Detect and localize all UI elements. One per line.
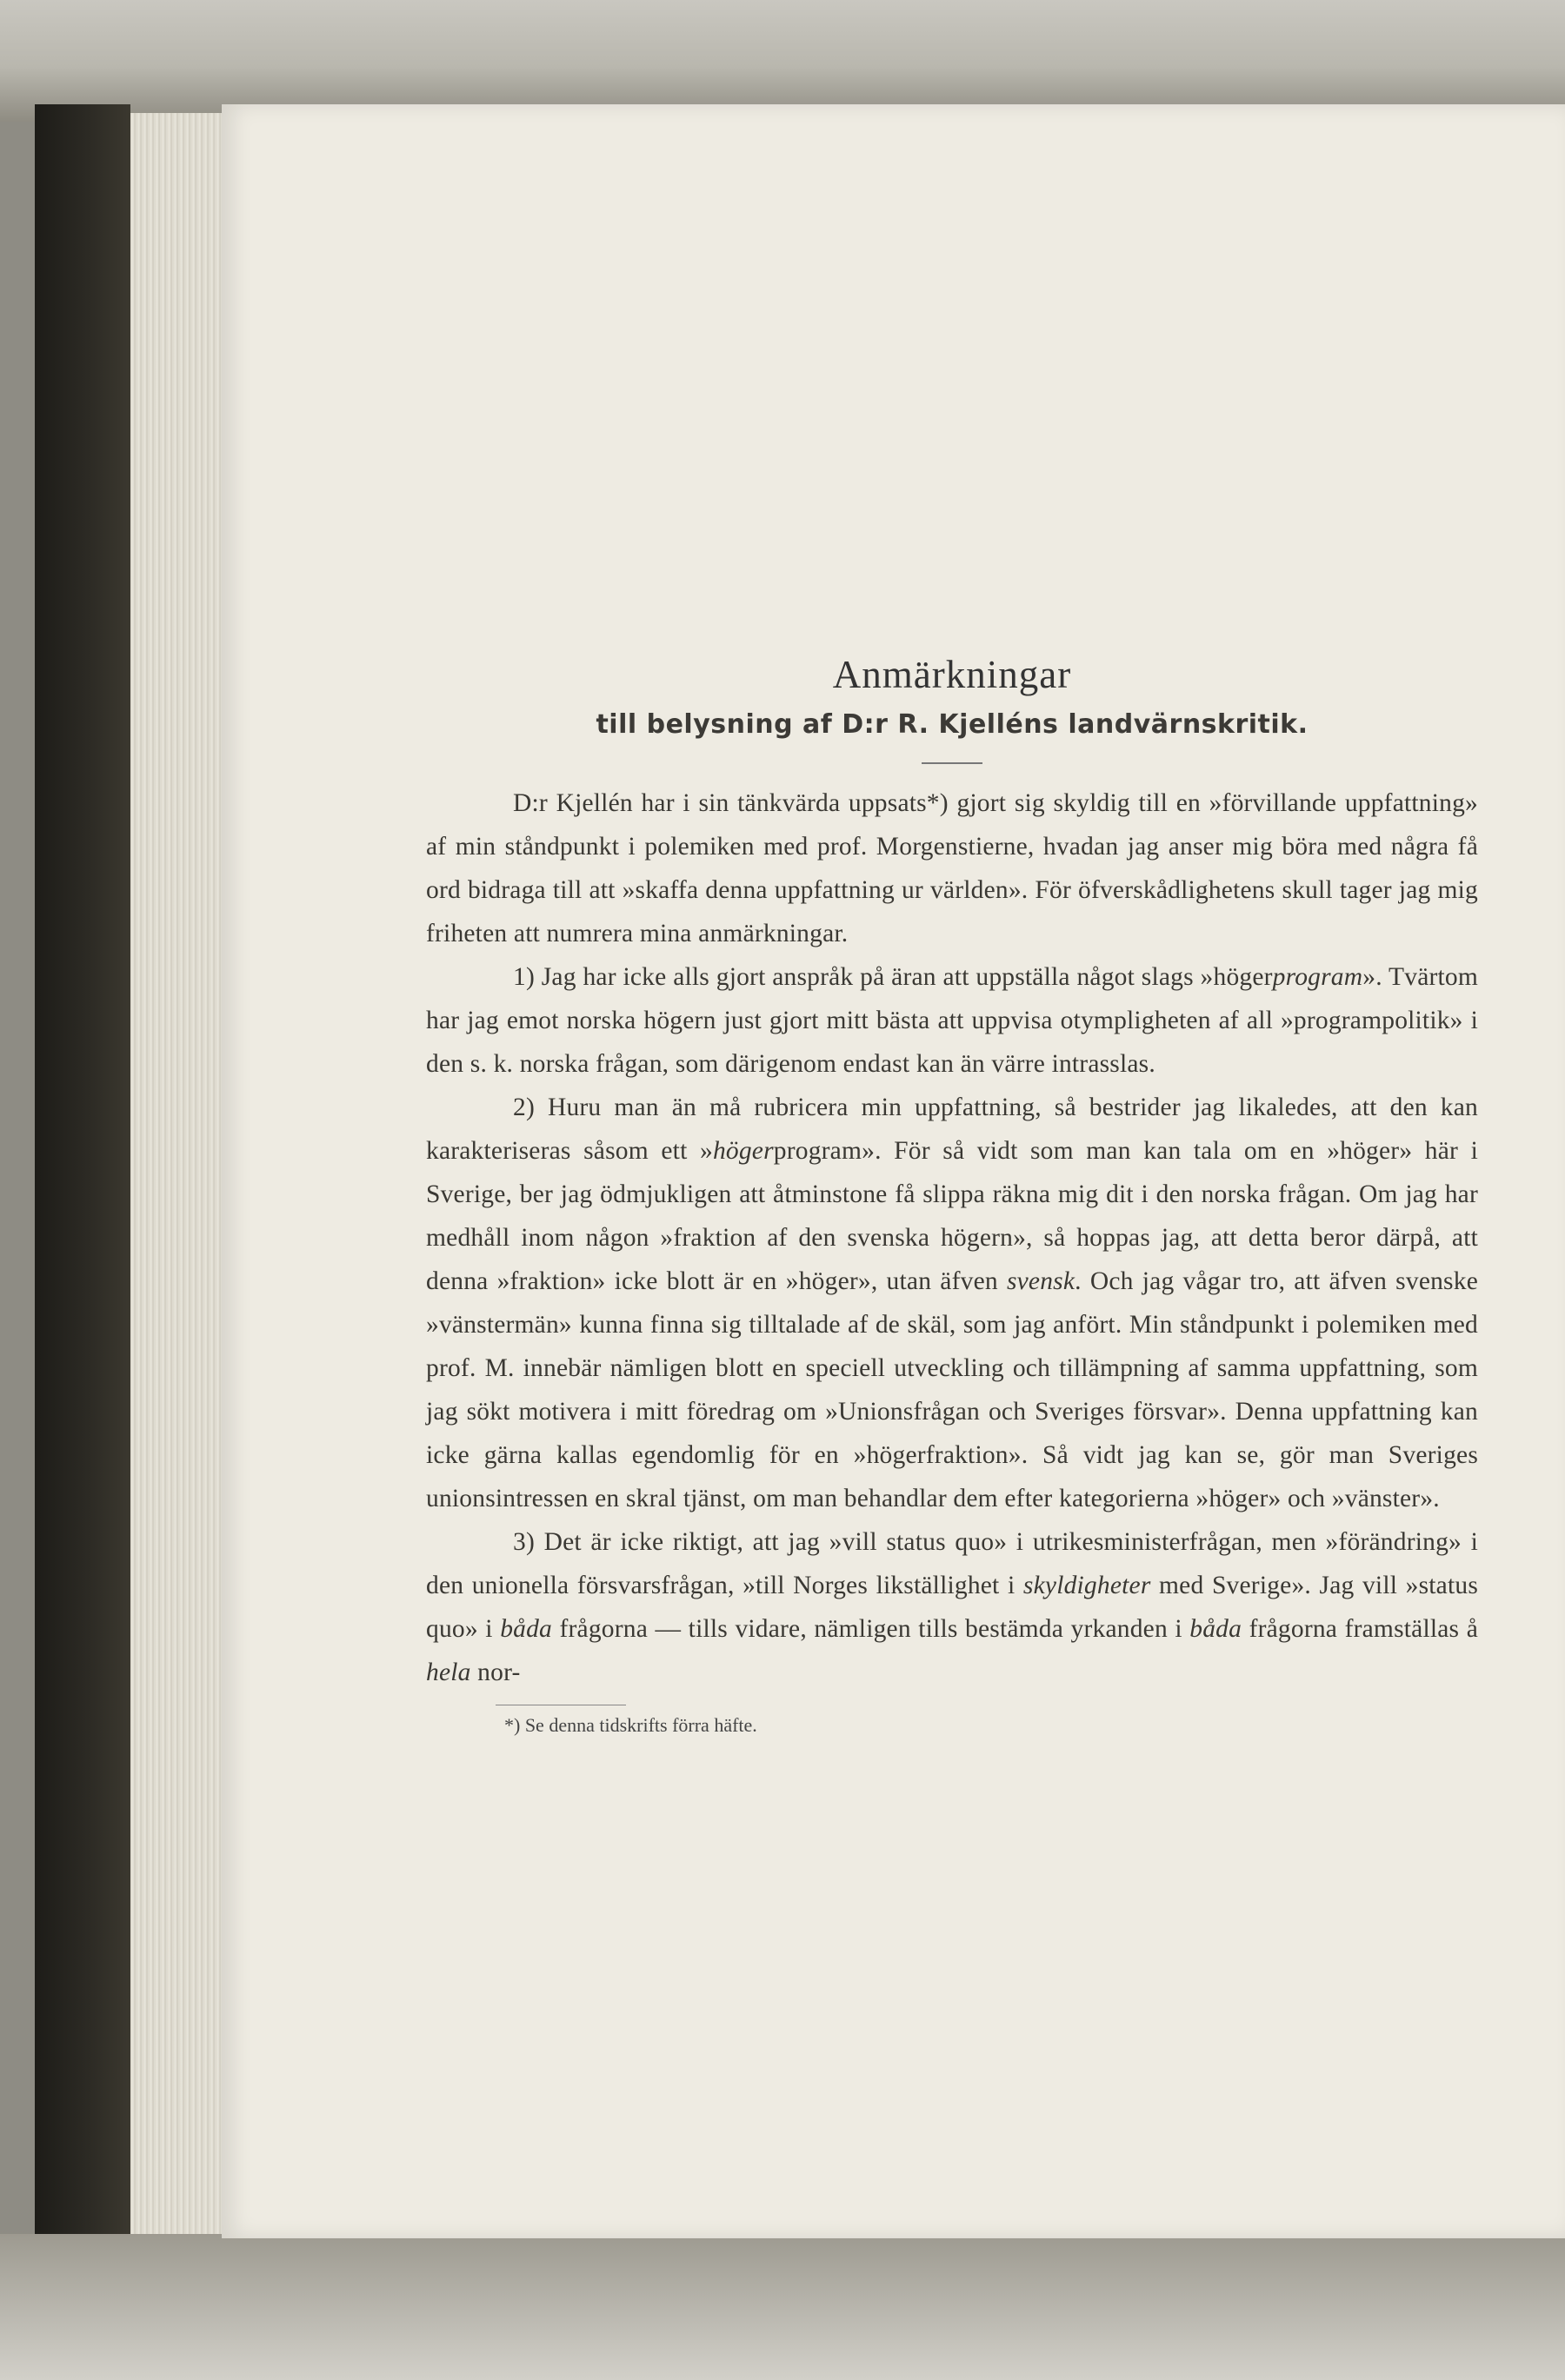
scan-background-bottom — [0, 2234, 1565, 2380]
italic-text: båda — [500, 1615, 552, 1643]
text-run: 3) Det är icke riktigt, att jag »vill status quo» i utrikesministerfrågan, men »förändring» i den unionella försvarsfrågan, »till Norges likställighet i — [426, 1528, 1478, 1599]
paragraph — [426, 781, 1478, 955]
text-run: nor- — [470, 1659, 521, 1686]
paragraph — [426, 1520, 1478, 1694]
italic-text: hela — [426, 1659, 471, 1686]
text-run: program». För så vidt som man kan tala om en »höger» här i Sverige, ber jag ödmjukligen att åtminstone få slippa räkna mig dit i den norska frågan. Om jag har medhåll inom någon »fraktion af den svenska högern», så hoppas jag, att detta beror därpå, att denna »fraktion» icke blott är en »höger», utan äfven — [426, 1137, 1478, 1295]
text-run: D:r Kjellén har i sin tänkvärda uppsats*) gjort sig skyldig till en »förvillande uppfattning» af min ståndpunkt i polemiken med prof. Morgenstierne, hvadan jag anser mig böra med några få ord bidraga till att »skaffa denna uppfattning ur världen». För öfverskådlighetens skull tager jag mig friheten att numrera mina anmärkningar. — [426, 789, 1478, 947]
paragraph — [426, 955, 1478, 1086]
text-run: frågorna framställas å — [1242, 1615, 1478, 1643]
body-text — [426, 781, 1478, 1694]
text-run: 1) Jag har icke alls gjort anspråk på äran att uppställa något slags »höger — [513, 963, 1273, 991]
text-run: . Och jag vågar tro, att äfven svenske »vänstermän» kunna finna sig tilltalade af de skäl, som jag anfört. Min ståndpunkt i polemiken med prof. M. innebär nämligen blott en speciell utveckling och tillämpning af samma uppfattning, som jag sökt motivera i mitt föredrag om »Unionsfrågan och Sveriges försvar». Denna uppfattning kan icke gärna kallas egendomlig för en »högerfraktion». Så vidt jag kan se, gör man Sveriges unionsintressen en skral tjänst, om man behandlar dem efter kategorierna »höger» och »vänster». — [426, 1267, 1478, 1512]
page-title: Anmärkningar — [832, 653, 1072, 696]
text-run: frågorna — tills vidare, nämligen tills bestämda yrkanden i — [552, 1615, 1190, 1643]
book-cover-edge — [35, 104, 130, 2234]
italic-text: höger — [712, 1137, 774, 1165]
paragraph — [426, 1086, 1478, 1520]
text-run: med Sverige». Jag vill »status quo» i — [426, 1572, 1478, 1643]
italic-text: båda — [1189, 1615, 1242, 1643]
italic-text: svensk — [1006, 1267, 1076, 1295]
page-stack-edge — [130, 113, 226, 2243]
italic-text: skyldigheter — [1022, 1572, 1151, 1599]
text-run: ». Tvärtom har jag emot norska högern just gjort mitt bästa att uppvisa otympligheten af all »programpolitik» i den s. k. norska frågan, som därigenom endast kan än värre intrasslas. — [426, 963, 1478, 1078]
text-run: 2) Huru man än må rubricera min uppfattning, så bestrider jag likaledes, att den kan karakteriseras såsom ett » — [426, 1094, 1478, 1165]
footnote: *) Se denna tidskrifts förra häfte. — [504, 1714, 757, 1736]
title-divider — [922, 762, 982, 764]
italic-text: program — [1272, 963, 1363, 991]
scan-background-top — [0, 0, 1565, 122]
page-content — [426, 652, 1478, 1737]
book-page — [222, 104, 1565, 2238]
page-subtitle: till belysning af D:r R. Kjelléns landvärnskritik. — [596, 709, 1309, 740]
